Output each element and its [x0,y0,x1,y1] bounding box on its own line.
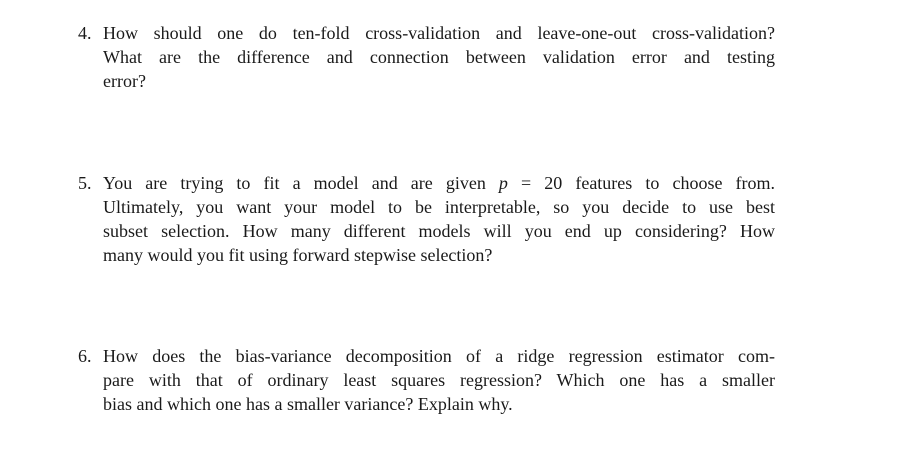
question-text-line: How does the bias-variance decomposition of a ridge regression estimator com- [103,346,775,366]
question-text-line: error? [103,71,146,91]
question-text-segment: You are trying to fit a model and are given [103,173,486,193]
question-text-line: pare with that of ordinary least squares regression? Which one has a smaller [103,370,775,390]
question-text-line: bias and which one has a smaller variance? Explain why. [103,394,513,414]
question-text-line: many would you fit using forward stepwise selection? [103,245,493,265]
question-text-line [103,171,775,195]
question-number: 4. [78,23,92,43]
question-text-segment: = 20 features to choose from. [521,173,776,193]
question-number: 6. [78,346,92,366]
question-text-line: subset selection. How many different models will you end up considering? How [103,221,775,241]
question-text-line: How should one do ten-fold cross-validation and leave-one-out cross-validation? [103,23,775,43]
math-variable: p [498,173,508,193]
question-text-line: Ultimately, you want your model to be interpretable, so you decide to use best [103,197,775,217]
question-number: 5. [78,173,92,193]
question-text-line: What are the difference and connection between validation error and testing [103,47,775,67]
